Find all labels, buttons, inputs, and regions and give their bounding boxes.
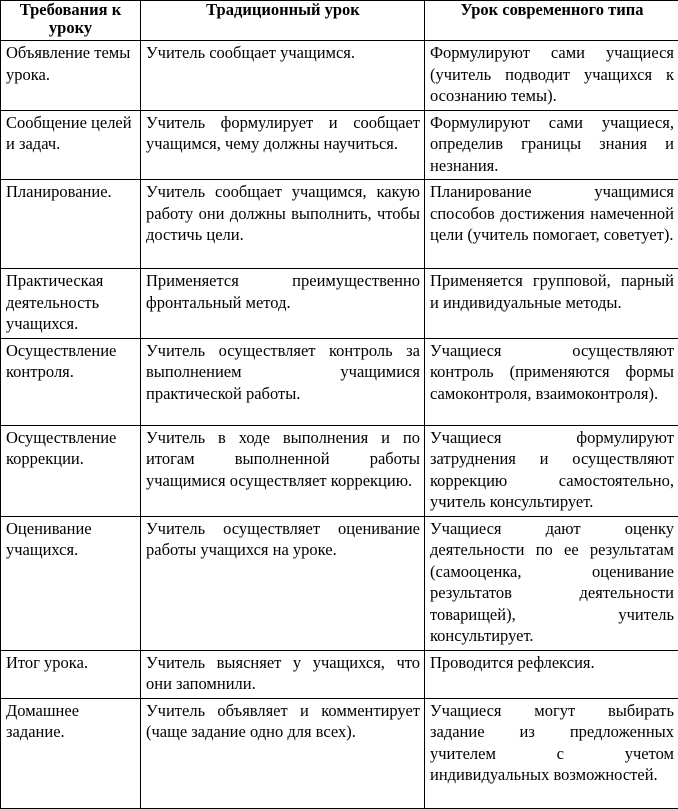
traditional-cell: Учитель осуществляет оценивание работы учащихся на уроке.: [141, 516, 425, 650]
traditional-cell: Учитель формулирует и сообщает учащимся, чему должны научиться.: [141, 110, 425, 180]
table-row: [1, 338, 678, 425]
requirement-cell: Осуществление коррекции.: [1, 425, 141, 516]
table-row: [1, 425, 678, 516]
requirement-cell: Итог урока.: [1, 650, 141, 698]
modern-cell: Учащиеся осуществляют контроль (применяются формы самоконтроля, взаимоконтроля).: [425, 338, 678, 425]
traditional-cell: Учитель сообщает учащимся.: [141, 41, 425, 111]
traditional-cell: Учитель осуществляет контроль за выполнением учащимися практической работы.: [141, 338, 425, 425]
modern-cell: Проводится рефлексия.: [425, 650, 678, 698]
modern-cell: Формулируют сами учащиеся (учитель подводит учащихся к осознанию темы).: [425, 41, 678, 111]
requirement-cell: Домашнее задание.: [1, 698, 141, 808]
modern-cell: Применяется групповой, парный и индивидуальные методы.: [425, 269, 678, 339]
modern-cell: Учащиеся дают оценку деятельности по ее результатам (самооценка, оценивание результатов деятельности товарищей), учитель консультирует.: [425, 516, 678, 650]
table-row: [1, 269, 678, 339]
requirement-cell: Планирование.: [1, 180, 141, 269]
table-row: [1, 41, 678, 111]
header-requirements: Требования к уроку: [1, 1, 141, 41]
table-row: [1, 650, 678, 698]
table-row: [1, 180, 678, 269]
traditional-cell: Учитель сообщает учащимся, какую работу они должны выполнить, чтобы достичь цели.: [141, 180, 425, 269]
requirement-cell: Объявление темы урока.: [1, 41, 141, 111]
requirement-cell: Практическая деятельность учащихся.: [1, 269, 141, 339]
requirement-cell: Оценивание учащихся.: [1, 516, 141, 650]
modern-cell: Формулируют сами учащиеся, определив границы знания и незнания.: [425, 110, 678, 180]
requirement-cell: Сообщение целей и задач.: [1, 110, 141, 180]
traditional-cell: Учитель в ходе выполнения и по итогам выполненной работы учащимися осуществляет коррекцию.: [141, 425, 425, 516]
modern-cell: Учащиеся могут выбирать задание из предложенных учителем с учетом индивидуальных возможностей.: [425, 698, 678, 808]
header-row: [1, 1, 678, 41]
traditional-cell: Применяется преимущественно фронтальный метод.: [141, 269, 425, 339]
table-row: [1, 110, 678, 180]
modern-cell: Учащиеся формулируют затруднения и осуществляют коррекцию самостоятельно, учитель консультирует.: [425, 425, 678, 516]
table-row: [1, 516, 678, 650]
traditional-cell: Учитель выясняет у учащихся, что они запомнили.: [141, 650, 425, 698]
requirement-cell: Осуществление контроля.: [1, 338, 141, 425]
traditional-cell: Учитель объявляет и комментирует (чаще задание одно для всех).: [141, 698, 425, 808]
modern-cell: Планирование учащимися способов достижения намеченной цели (учитель помогает, советует).: [425, 180, 678, 269]
header-modern-lesson: Урок современного типа: [425, 1, 678, 41]
table-row: [1, 698, 678, 808]
header-traditional-lesson: Традиционный урок: [141, 1, 425, 41]
